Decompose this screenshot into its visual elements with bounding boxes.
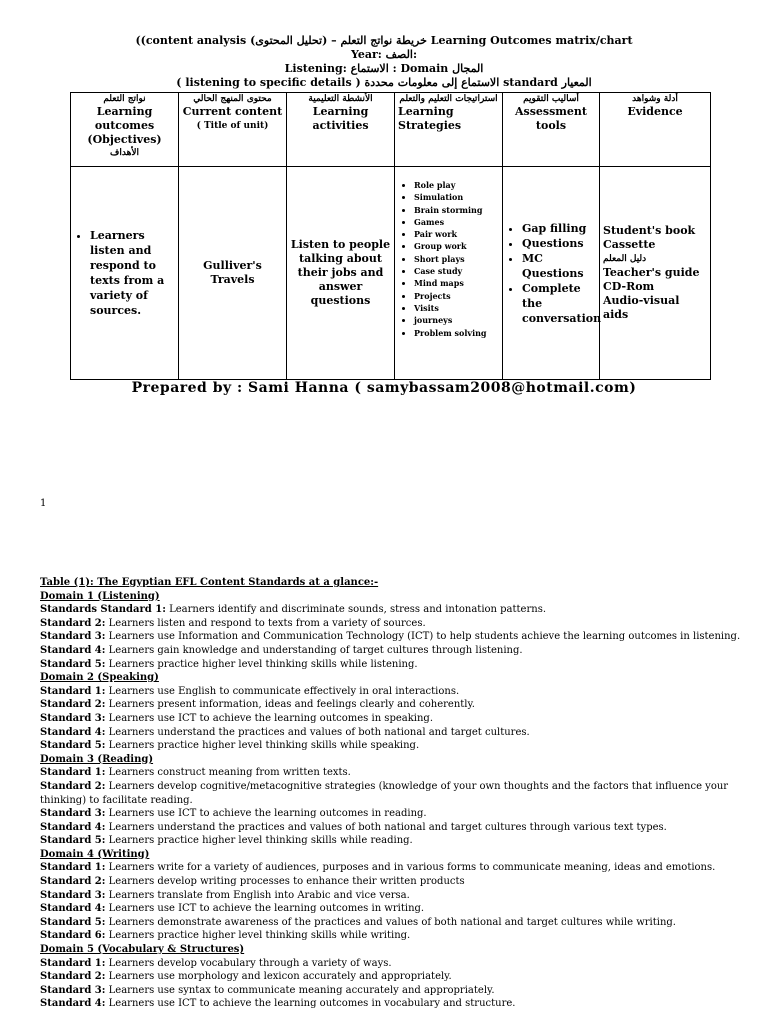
- standard-label: Standard 6:: [40, 930, 106, 942]
- header-activities-ar: الأنشطة التعليمية: [308, 94, 373, 104]
- standard-label: Standard 5:: [40, 835, 106, 847]
- standard-text: Learners listen and respond to texts from a variety of sources.: [108, 617, 426, 629]
- standard-text: Learners write for a variety of audiences, purposes and in various forms to communicate meaning, ideas and emotions.: [108, 862, 716, 874]
- assessment-item: • Complete the conversation: [522, 281, 596, 326]
- standard-text: Learners develop cognitive/metacognitive strategies (knowledge of your own thoughts and the factors that influence your thinking) to facilitate reading.: [40, 780, 729, 806]
- strategy-item: • Simulation: [414, 191, 499, 203]
- outcomes-matrix: [70, 92, 711, 380]
- standard-row: [40, 603, 750, 617]
- standards-title: Table (1): The Egyptian EFL Content Standards at a glance:-: [40, 577, 379, 588]
- assessment-list: [506, 221, 602, 326]
- standard-text: Learners demonstrate awareness of the practices and values of both national and target cultures while writing.: [108, 916, 676, 928]
- evidence-cell: [600, 167, 711, 380]
- assessment-item: • MC Questions: [522, 251, 596, 281]
- header-content-extra: ( Title of unit): [196, 121, 269, 131]
- standard-row: [40, 957, 750, 971]
- standard-row: [40, 889, 750, 903]
- standard-row: [40, 807, 750, 821]
- domain-line: Listening: الاستماع : Domain المجال: [284, 62, 484, 75]
- strategy-item: • Games: [414, 216, 499, 228]
- strategies-cell: [395, 167, 503, 380]
- standard-text: Learners use ICT to achieve the learning outcomes in reading.: [108, 808, 427, 820]
- standard-text: Learners use ICT to achieve the learning outcomes in speaking.: [108, 712, 434, 724]
- standard-text: Learners develop vocabulary through a variety of ways.: [108, 957, 392, 969]
- standard-label: Standard 3:: [40, 808, 106, 820]
- standard-text: Learners use ICT to achieve the learning outcomes in writing.: [108, 903, 425, 915]
- standard-text: Learners use ICT to achieve the learning outcomes in vocabulary and structure.: [108, 998, 516, 1010]
- header-outcomes: [71, 93, 179, 167]
- standard-text: Learners translate from English into Arabic and vice versa.: [108, 889, 410, 901]
- standard-row: [40, 658, 750, 672]
- evidence-item: Student's book: [603, 224, 696, 237]
- standard-label: Standard 1:: [40, 957, 106, 969]
- standards-section: [40, 576, 750, 1011]
- standard-label: Standard 4:: [40, 903, 106, 915]
- standard-row: [40, 821, 750, 835]
- standard-text: Learners construct meaning from written texts.: [108, 767, 351, 779]
- standard-text: Learners practice higher level thinking skills while reading.: [108, 835, 413, 847]
- standard-row: [40, 970, 750, 984]
- standard-row: [40, 861, 750, 875]
- standard-label: Standard 5:: [40, 740, 106, 752]
- standard-row: [40, 916, 750, 930]
- evidence-item: Audio-visual aids: [603, 294, 680, 321]
- evidence-item: Cassette: [603, 238, 656, 251]
- evidence-item: CD-Rom: [603, 280, 655, 293]
- standard-text: Learners practice higher level thinking skills while listening.: [108, 658, 418, 670]
- strategy-item: • Brain storming: [414, 204, 499, 216]
- standard-row: [40, 780, 750, 807]
- header-activities: [287, 93, 395, 167]
- standard-label: Standard 4:: [40, 821, 106, 833]
- standard-row: [40, 834, 750, 848]
- evidence-list: [603, 224, 707, 322]
- strategy-item: • Group work: [414, 240, 499, 252]
- assessment-item: • Gap filling: [522, 221, 596, 236]
- standard-label: Standard 4:: [40, 644, 106, 656]
- header-evidence-en: Evidence: [627, 105, 683, 118]
- standard-row: [40, 698, 750, 712]
- standard-label: Standard 4:: [40, 998, 106, 1010]
- standard-text: Learners use English to communicate effectively in oral interactions.: [108, 685, 460, 697]
- standard-text: Learners practice higher level thinking skills while writing.: [108, 930, 411, 942]
- header-content-en: Current content: [182, 105, 283, 118]
- standard-label: Standard 4:: [40, 726, 106, 738]
- strategy-item: • Visits: [414, 302, 499, 314]
- standard-text: Learners develop writing processes to enhance their written products: [108, 876, 465, 888]
- assessment-item: • Questions: [522, 236, 596, 251]
- standard-label: Standard 2:: [40, 617, 106, 629]
- standard-text: Learners gain knowledge and understanding of target cultures through listening.: [108, 644, 523, 656]
- standard-label: Standard 3:: [40, 712, 106, 724]
- standard-label: Standard 1:: [40, 685, 106, 697]
- activities-cell: Listen to people talking about their jobs and answer questions: [287, 167, 395, 380]
- standard-label: Standard 2:: [40, 699, 106, 711]
- standard-row: [40, 630, 750, 644]
- standard-label: Standard 3:: [40, 984, 106, 996]
- strategy-item: • Role play: [414, 179, 499, 191]
- strategy-item: • Problem solving: [414, 327, 499, 339]
- standard-text: Learners use syntax to communicate meaning accurately and appropriately.: [108, 984, 495, 996]
- strategy-item: • Case study: [414, 265, 499, 277]
- standard-label: Standard 3:: [40, 889, 106, 901]
- standard-label: Standards Standard 1:: [40, 604, 166, 616]
- standard-row: [40, 712, 750, 726]
- assessment-cell: [503, 167, 600, 380]
- header-evidence: [600, 93, 711, 167]
- standard-row: [40, 685, 750, 699]
- strategies-list: [398, 179, 499, 339]
- standard-row: [40, 726, 750, 740]
- standard-line: ( listening to specific details ) الاستماع إلى معلومات محددة standard المعيار: [176, 76, 592, 89]
- header-activities-en: Learning activities: [312, 105, 369, 132]
- standard-row: [40, 766, 750, 780]
- standard-text: Learners understand the practices and values of both national and target cultures.: [108, 726, 530, 738]
- outcome-item: • Learners listen and respond to texts from a variety of sources.: [90, 228, 175, 318]
- domains-list: [40, 590, 750, 1011]
- standard-row: [40, 644, 750, 658]
- standard-row: [40, 929, 750, 943]
- standard-row: [40, 997, 750, 1011]
- strategy-item: • journeys: [414, 314, 499, 326]
- header-strategies-ar: استراتيجات التعليم والتعلم: [399, 94, 498, 104]
- standard-row: [40, 902, 750, 916]
- evidence-item: Teacher's guide: [603, 266, 700, 279]
- domain-heading: Domain 5 (Vocabulary & Structures): [40, 944, 245, 956]
- header-content: [179, 93, 287, 167]
- standard-label: Standard 2:: [40, 971, 106, 983]
- domain-heading: Domain 2 (Speaking): [40, 672, 159, 684]
- standard-text: Learners identify and discriminate sounds, stress and intonation patterns.: [169, 604, 547, 616]
- strategy-item: • Mind maps: [414, 277, 499, 289]
- standard-row: [40, 617, 750, 631]
- header-outcomes-extra: الأهداف: [110, 148, 139, 158]
- standard-label: Standard 2:: [40, 876, 106, 888]
- strategy-item: • Short plays: [414, 253, 499, 265]
- header-outcomes-ar: نواتج التعلم: [103, 94, 146, 104]
- domain-heading: Domain 4 (Writing): [40, 848, 150, 860]
- strategy-item: • Pair work: [414, 228, 499, 240]
- outcome-cell: [71, 167, 179, 380]
- header-evidence-ar: أدلة وشواهد: [632, 94, 678, 104]
- standard-label: Standard 1:: [40, 767, 106, 779]
- page-number: 1: [40, 498, 47, 509]
- standard-text: Learners use morphology and lexicon accurately and appropriately.: [108, 971, 452, 983]
- standard-label: Standard 3:: [40, 631, 106, 643]
- header-strategies: [395, 93, 503, 167]
- doc-title: ((content analysis (تحليل المحتوى) – خريطة نواتج التعلم Learning Outcomes matrix/chart: [135, 34, 633, 47]
- standard-label: Standard 2:: [40, 780, 106, 792]
- year-line: Year: الصف:: [350, 48, 418, 61]
- domain-heading: Domain 3 (Reading): [40, 753, 154, 765]
- standard-text: Learners practice higher level thinking skills while speaking.: [108, 740, 420, 752]
- domain-heading: Domain 1 (Listening): [40, 590, 160, 602]
- content-cell: Gulliver's Travels: [179, 167, 287, 380]
- header-assessment-en: Assessment tools: [514, 105, 588, 132]
- standard-row: [40, 739, 750, 753]
- evidence-item: دليل المعلم: [603, 254, 647, 264]
- standard-label: Standard 1:: [40, 862, 106, 874]
- header-assessment: [503, 93, 600, 167]
- header-outcomes-en: Learning outcomes (Objectives): [87, 105, 162, 146]
- standard-text: Learners present information, ideas and feelings clearly and coherently.: [108, 699, 475, 711]
- header-content-ar: محتوى المنهج الحالي: [193, 94, 272, 104]
- standard-row: [40, 984, 750, 998]
- prepared-by: Prepared by : Sami Hanna ( samybassam2008@hotmail.com): [131, 380, 637, 396]
- standard-text: Learners use Information and Communication Technology (ICT) to help students achieve the learning outcomes in listening.: [108, 631, 741, 643]
- header-strategies-en: Learning Strategies: [398, 105, 462, 132]
- standard-label: Standard 5:: [40, 916, 106, 928]
- standard-label: Standard 5:: [40, 658, 106, 670]
- strategy-item: • Projects: [414, 290, 499, 302]
- standard-row: [40, 875, 750, 889]
- standard-text: Learners understand the practices and values of both national and target cultures through various text types.: [108, 821, 667, 833]
- header-assessment-ar: أساليب التقويم: [523, 94, 579, 104]
